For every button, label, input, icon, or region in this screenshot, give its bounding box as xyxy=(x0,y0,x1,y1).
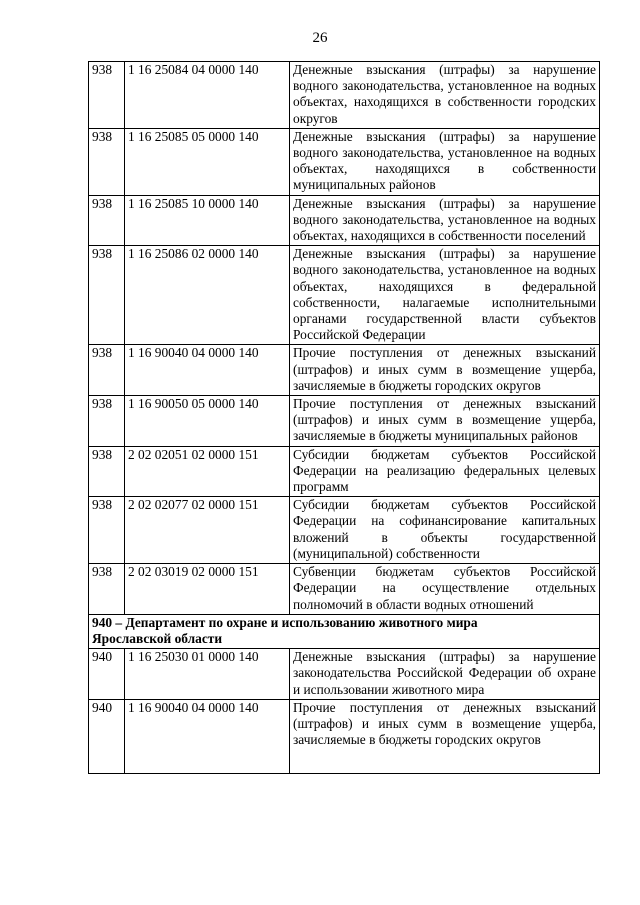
revenue-code-cell: 1 16 25086 02 0000 140 xyxy=(125,246,290,345)
revenue-code-cell: 2 02 02051 02 0000 151 xyxy=(125,446,290,497)
admin-code-cell: 940 xyxy=(89,649,125,700)
revenue-code-cell: 1 16 90040 04 0000 140 xyxy=(125,699,290,773)
section-header xyxy=(89,614,600,648)
table-row xyxy=(89,497,600,564)
admin-code-cell: 938 xyxy=(89,128,125,195)
revenue-code-cell: 1 16 25085 05 0000 140 xyxy=(125,128,290,195)
admin-code-cell: 938 xyxy=(89,62,125,129)
admin-code-cell: 938 xyxy=(89,396,125,447)
admin-code-cell: 938 xyxy=(89,497,125,564)
revenue-code-cell: 2 02 03019 02 0000 151 xyxy=(125,564,290,615)
revenue-code-cell: 1 16 90050 05 0000 140 xyxy=(125,396,290,447)
admin-code-cell: 938 xyxy=(89,246,125,345)
section-title-line1: 940 – Департамент по охране и использованию животного мира xyxy=(92,614,478,630)
admin-code-cell: 938 xyxy=(89,195,125,246)
section-title-line2: Ярославской области xyxy=(92,630,223,646)
admin-code-cell: 938 xyxy=(89,564,125,615)
description-cell: Денежные взыскания (штрафы) за нарушение водного законодательства, установленное на водных объектах, находящихся в федеральной собственности, налагаемые исполнительными органами государственной власти субъектов Российской Федерации xyxy=(290,246,600,345)
admin-code-cell: 938 xyxy=(89,345,125,396)
table-row xyxy=(89,195,600,246)
table-row xyxy=(89,699,600,773)
admin-code-cell: 938 xyxy=(89,446,125,497)
table-row xyxy=(89,128,600,195)
table-row xyxy=(89,446,600,497)
table-row xyxy=(89,564,600,615)
revenue-code-cell: 2 02 02077 02 0000 151 xyxy=(125,497,290,564)
admin-code-cell: 940 xyxy=(89,699,125,773)
table-row xyxy=(89,246,600,345)
description-cell: Субсидии бюджетам субъектов Российской Федерации на реализацию федеральных целевых программ xyxy=(290,446,600,497)
revenue-code-cell: 1 16 25030 01 0000 140 xyxy=(125,649,290,700)
table-row xyxy=(89,62,600,129)
description-cell: Прочие поступления от денежных взысканий (штрафов) и иных сумм в возмещение ущерба, зачисляемые в бюджеты муниципальных районов xyxy=(290,396,600,447)
description-cell: Субсидии бюджетам субъектов Российской Федерации на софинансирование капитальных вложений в объекты государственной (муниципальной) собственности xyxy=(290,497,600,564)
description-cell: Субвенции бюджетам субъектов Российской Федерации на осуществление отдельных полномочий в области водных отношений xyxy=(290,564,600,615)
table-row xyxy=(89,345,600,396)
revenue-codes-table xyxy=(88,61,600,774)
description-cell: Денежные взыскания (штрафы) за нарушение водного законодательства, установленное на водных объектах, находящихся в собственности городских округов xyxy=(290,62,600,129)
page-number: 26 xyxy=(312,30,328,46)
revenue-code-cell: 1 16 25085 10 0000 140 xyxy=(125,195,290,246)
description-cell: Денежные взыскания (штрафы) за нарушение водного законодательства, установленное на водных объектах, находящихся в собственности поселений xyxy=(290,195,600,246)
description-cell: Денежные взыскания (штрафы) за нарушение водного законодательства, установленное на водных объектах, находящихся в собственности муниципальных районов xyxy=(290,128,600,195)
table-row xyxy=(89,396,600,447)
description-cell: Прочие поступления от денежных взысканий (штрафов) и иных сумм в возмещение ущерба, зачисляемые в бюджеты городских округов xyxy=(290,345,600,396)
revenue-code-cell: 1 16 90040 04 0000 140 xyxy=(125,345,290,396)
revenue-code-cell: 1 16 25084 04 0000 140 xyxy=(125,62,290,129)
description-cell: Прочие поступления от денежных взысканий (штрафов) и иных сумм в возмещение ущерба, зачисляемые в бюджеты городских округов xyxy=(290,699,600,773)
section-header-row xyxy=(89,614,600,648)
table-row xyxy=(89,649,600,700)
description-cell: Денежные взыскания (штрафы) за нарушение законодательства Российской Федерации об охране и использовании животного мира xyxy=(290,649,600,700)
